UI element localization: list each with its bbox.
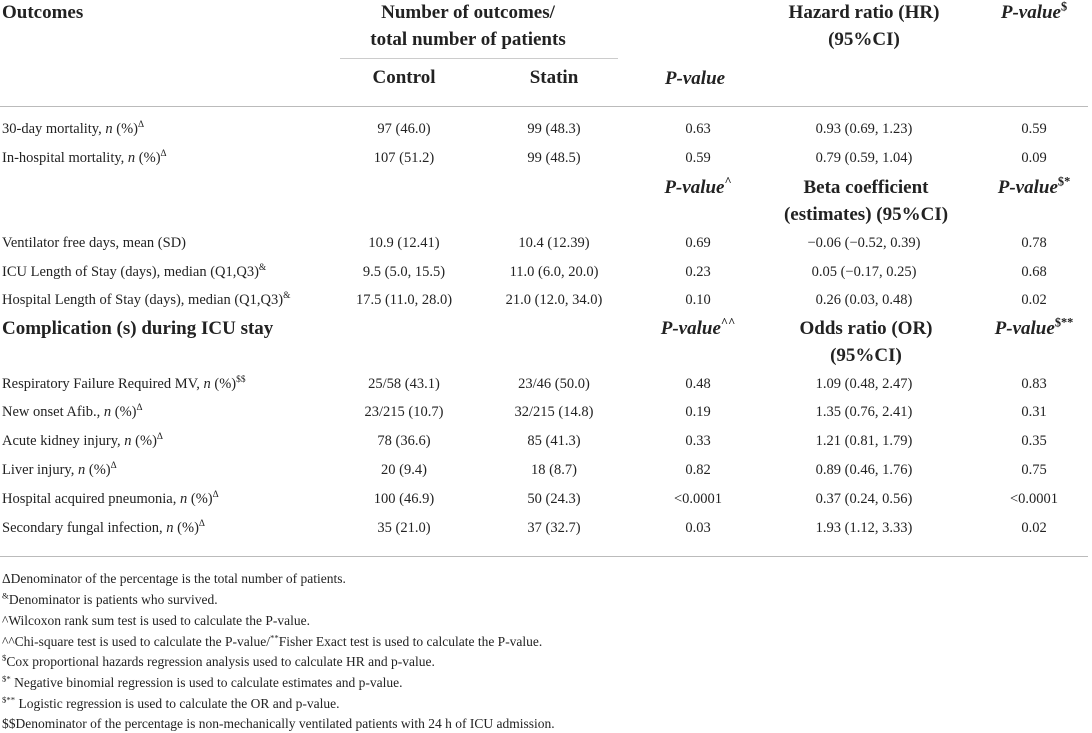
header3-or-line1: Odds ratio (OR)	[799, 318, 933, 339]
cell-statin: 18 (8.7)	[531, 462, 577, 478]
cell-est: 0.89 (0.46, 1.76)	[815, 462, 913, 478]
header-pvalue-mid: P-value	[664, 68, 726, 89]
cell-p: 0.82	[685, 462, 711, 478]
header-hr-line2: (95%CI)	[828, 29, 900, 50]
cell-control: 17.5 (11.0, 28.0)	[355, 292, 453, 308]
cell-control: 10.9 (12.41)	[368, 235, 440, 251]
cell-p: 0.59	[685, 150, 711, 166]
row-label: Hospital acquired pneumonia, n (%)$^\Delta$	[2, 490, 219, 507]
table-bottom-rule	[0, 556, 1088, 557]
cell-p: 0.63	[685, 121, 711, 137]
cell-control: 97 (46.0)	[377, 121, 431, 137]
cell-p: 0.23	[685, 264, 711, 280]
footnote: ^Wilcoxon rank sum test is used to calculate the P-value.	[2, 613, 310, 628]
cell-statin: 99 (48.3)	[527, 121, 581, 137]
header2-beta-line1: Beta coefficient	[803, 177, 929, 198]
cell-est: 1.09 (0.48, 2.47)	[815, 376, 913, 392]
cell-control: 78 (36.6)	[377, 433, 431, 449]
row-label: ICU Length of Stay (days), median (Q1,Q3)&	[2, 263, 267, 280]
cell-control: 23/215 (10.7)	[364, 404, 444, 420]
footnote: ΔDenominator of the percentage is the total number of patients.	[2, 571, 346, 586]
row-label: 30-day mortality, n (%)$^\Delta$	[2, 120, 145, 137]
header-outcomes: Outcomes	[2, 2, 84, 23]
row-label: New onset Afib., n (%)$^\Delta$	[2, 403, 143, 420]
header-pvalue-right: P-value$	[1000, 0, 1068, 23]
header-statin: Statin	[529, 67, 579, 88]
cell-control: 107 (51.2)	[373, 150, 435, 166]
header-group-underline	[340, 58, 618, 59]
header2-beta-line2: (estimates) (95%CI)	[783, 204, 949, 225]
cell-statin: 11.0 (6.0, 20.0)	[509, 264, 599, 280]
header3-pvalue-mid: P-value^^	[660, 315, 736, 339]
footnote: &Denominator is patients who survived.	[2, 590, 218, 607]
footnote: $** Logistic regression is used to calculate the OR and p-value.	[2, 694, 340, 711]
cell-est: −0.06 (−0.52, 0.39)	[807, 235, 921, 251]
header3-or-line2: (95%CI)	[830, 345, 902, 366]
cell-est: 1.21 (0.81, 1.79)	[815, 433, 913, 449]
header2-pvalue-mid: P-value^	[664, 174, 732, 198]
cell-statin: 85 (41.3)	[527, 433, 581, 449]
cell-p: 0.69	[685, 235, 711, 251]
cell-control: 100 (46.9)	[373, 491, 435, 507]
cell-statin: 10.4 (12.39)	[518, 235, 590, 251]
cell-p: 0.33	[685, 433, 711, 449]
cell-p2: 0.02	[1021, 520, 1047, 536]
footnote: ^^Chi-square test is used to calculate the P-value/**Fisher Exact test is used to calculate the P-value.	[2, 632, 543, 649]
cell-p2: 0.35	[1021, 433, 1047, 449]
cell-est: 1.35 (0.76, 2.41)	[815, 404, 913, 420]
cell-est: 0.79 (0.59, 1.04)	[815, 150, 913, 166]
cell-statin: 21.0 (12.0, 34.0)	[505, 292, 603, 308]
cell-control: 35 (21.0)	[377, 520, 431, 536]
cell-est: 1.93 (1.12, 3.33)	[815, 520, 913, 536]
cell-est: 0.26 (0.03, 0.48)	[815, 292, 913, 308]
cell-p: 0.48	[685, 376, 711, 392]
cell-p2: 0.09	[1021, 150, 1047, 166]
cell-control: 9.5 (5.0, 15.5)	[362, 264, 446, 280]
header-hr-line1: Hazard ratio (HR)	[788, 2, 940, 23]
row-label: Ventilator free days, mean (SD)	[2, 235, 187, 251]
cell-p2: <0.0001	[1009, 491, 1059, 507]
cell-est: 0.05 (−0.17, 0.25)	[811, 264, 917, 280]
row-label: Hospital Length of Stay (days), median (Q1,Q3)&	[2, 291, 291, 308]
cell-statin: 37 (32.7)	[527, 520, 581, 536]
row-label: Secondary fungal infection, n (%)$^\Delta$	[2, 519, 205, 536]
cell-control: 20 (9.4)	[381, 462, 427, 478]
header3-pvalue-right: P-value$**	[994, 315, 1074, 339]
cell-p: 0.03	[685, 520, 711, 536]
cell-p2: 0.75	[1021, 462, 1047, 478]
header-number-line1: Number of outcomes/	[381, 2, 555, 23]
cell-p2: 0.68	[1021, 264, 1047, 280]
header-number-line2: total number of patients	[370, 29, 566, 50]
cell-est: 0.37 (0.24, 0.56)	[815, 491, 913, 507]
row-label: Respiratory Failure Required MV, n (%)$$	[2, 375, 246, 392]
cell-statin: 50 (24.3)	[527, 491, 581, 507]
row-label: Acute kidney injury, n (%)$^\Delta$	[2, 432, 163, 449]
cell-p: 0.19	[685, 404, 711, 420]
row-label: Liver injury, n (%)$^\Delta$	[2, 461, 117, 478]
cell-est: 0.93 (0.69, 1.23)	[815, 121, 913, 137]
cell-p2: 0.78	[1021, 235, 1047, 251]
cell-statin: 32/215 (14.8)	[514, 404, 594, 420]
cell-statin: 99 (48.5)	[527, 150, 581, 166]
cell-p2: 0.83	[1021, 376, 1047, 392]
complications-title: Complication (s) during ICU stay	[2, 318, 274, 339]
cell-control: 25/58 (43.1)	[368, 376, 440, 392]
header-control: Control	[372, 67, 436, 88]
cell-p: <0.0001	[673, 491, 723, 507]
footnote: $Cox proportional hazards regression analysis used to calculate HR and p-value.	[2, 652, 435, 669]
cell-p: 0.10	[685, 292, 711, 308]
footnote: $$Denominator of the percentage is non-mechanically ventilated patients with 24 h of ICU admission.	[2, 716, 555, 731]
row-label: In-hospital mortality, n (%)$^\Delta$	[2, 149, 167, 166]
cell-p2: 0.31	[1021, 404, 1047, 420]
cell-p2: 0.59	[1021, 121, 1047, 137]
header-bottom-rule	[0, 106, 1088, 107]
cell-statin: 23/46 (50.0)	[518, 376, 590, 392]
footnote: $* Negative binomial regression is used to calculate estimates and p-value.	[2, 673, 403, 690]
cell-p2: 0.02	[1021, 292, 1047, 308]
header2-pvalue-right: P-value$*	[997, 174, 1071, 198]
